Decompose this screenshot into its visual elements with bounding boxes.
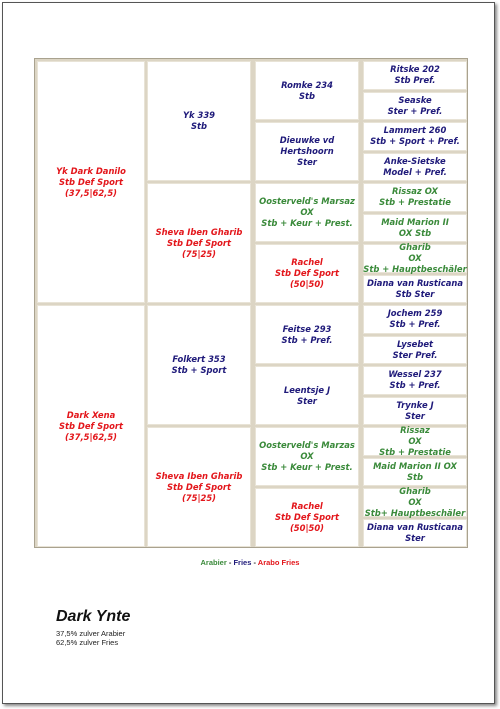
pedigree-cell-gen3 [255, 305, 359, 364]
horse-detail-text: Stb + Pref. [389, 380, 441, 391]
pedigree-cell-gen4 [363, 241, 467, 274]
pedigree-cell-gen4 [363, 275, 467, 304]
horse-detail-text: Stb Def Sport [274, 512, 340, 522]
horse-detail-text: OX [408, 252, 422, 263]
horse-name-text: Lysebet [396, 338, 434, 349]
horse-name-text: Seaske [398, 94, 432, 105]
horse-detail-text: (37,5|62,5) [64, 187, 118, 198]
horse-detail-text: Stb Def Sport [166, 481, 232, 492]
horse-detail-text: (75|25) [181, 492, 217, 503]
horse-detail-text: Stb + Sport [171, 365, 227, 375]
pedigree-cell-gen4 [363, 305, 467, 334]
horse-name: Dark Ynte [56, 608, 131, 625]
horse-detail-text: Ster [297, 157, 317, 167]
pedigree-cell-gen4 [363, 153, 467, 182]
horse-detail-text: Stb + Keur + Prest. [261, 462, 353, 472]
horse-detail-text: Stb + Pref. [281, 334, 333, 345]
legend-separator: - [251, 558, 258, 567]
pedigree-cell-gen3 [255, 366, 359, 425]
horse-name-text: Romke 234 [281, 79, 333, 90]
horse-detail-text: Stb Pref. [394, 75, 436, 86]
horse-detail-text: Ster [405, 410, 425, 421]
pedigree-cell-gen4 [363, 397, 467, 426]
horse-name-text: Maid Marion II OX [373, 460, 457, 471]
horse-name-text: Gharib [399, 485, 431, 496]
fries-percentage: 62,5% zulver Fries [56, 638, 119, 647]
horse-name-text: Oosterveld's Marsaz [259, 196, 355, 206]
horse-detail-text: Hertshoorn [280, 146, 334, 156]
horse-detail-text: OX Stb [398, 227, 432, 238]
horse-name-text: Folkert 353 [172, 354, 226, 364]
pedigree-cell-gen4 [363, 366, 467, 395]
pedigree-cell-gen2 [147, 183, 251, 303]
pedigree-cell-gen3 [255, 244, 359, 303]
horse-name-text: Diana van Rusticana [366, 277, 464, 288]
horse-detail-text: Ster Pref. [392, 349, 438, 360]
horse-name-text: Lammert 260 [383, 125, 447, 136]
horse-detail-text: Ster + Pref. [387, 105, 443, 116]
horse-name-text: Wessel 237 [388, 369, 442, 380]
horse-detail-text: Stb + Keur + Prest. [261, 218, 353, 228]
pedigree-cell-gen4 [363, 458, 467, 487]
horse-detail-text: (50|50) [289, 523, 325, 533]
pedigree-cell-gen3 [255, 183, 359, 242]
horse-detail-text: (37,5|62,5) [64, 431, 118, 442]
legend-fries: Fries [233, 558, 252, 567]
pedigree-cell-gen1 [37, 305, 145, 547]
horse-detail-text: Stb + Hauptbeschäler [363, 263, 467, 274]
pedigree-cell-gen1 [37, 61, 145, 303]
horse-detail-text: Stb [190, 121, 208, 131]
pedigree-cell-gen4 [363, 61, 467, 90]
horse-name-text: Rachel [291, 501, 323, 511]
horse-name-text: Dieuwke vd [279, 135, 335, 145]
pedigree-cell-gen4 [363, 183, 467, 212]
pedigree-table [34, 58, 468, 548]
horse-detail-text: OX [300, 207, 314, 217]
horse-name-text: Rissaz OX [391, 186, 438, 197]
horse-detail-text: Stb + Prestatie [379, 446, 451, 457]
horse-name-text: Trynke J [396, 399, 434, 410]
pedigree-cell-gen4 [363, 424, 467, 457]
horse-name-text: Diana van Rusticana [366, 521, 464, 532]
horse-detail-text: Stb+ Hauptbeschäler [364, 507, 466, 518]
pedigree-cell-gen3 [255, 122, 359, 181]
horse-detail-text: (50|50) [289, 279, 325, 289]
pedigree-cell-gen4 [363, 485, 467, 518]
horse-detail-text: Stb Def Sport [58, 176, 124, 187]
pedigree-cell-gen4 [363, 122, 467, 151]
horse-name-text: Feitse 293 [282, 323, 332, 334]
horse-detail-text: Stb + Sport + Pref. [370, 136, 460, 147]
horse-detail-text: Stb Def Sport [274, 268, 340, 278]
horse-name-text: Leentsje J [283, 384, 331, 395]
horse-detail-text: OX [408, 496, 422, 507]
horse-detail-text: Stb + Pref. [389, 319, 441, 330]
horse-detail-text: Stb Def Sport [166, 237, 232, 248]
pedigree-cell-gen3 [255, 427, 359, 486]
horse-name-text: Sheva Iben Gharib [155, 226, 243, 237]
horse-name-text: Yk 339 [182, 110, 216, 120]
legend-arabo-fries: Arabo Fries [257, 558, 300, 567]
horse-detail-text: Ster [297, 395, 317, 406]
horse-name-text: Anke-Sietske [384, 155, 446, 166]
horse-name-text: Sheva Iben Gharib [155, 470, 243, 481]
horse-name-text: Maid Marion II [381, 216, 449, 227]
horse-detail-text: OX [408, 435, 422, 446]
horse-detail-text: Stb Def Sport [58, 420, 124, 431]
horse-name-text: Dark Xena [66, 409, 116, 420]
horse-detail-text: (75|25) [181, 248, 217, 259]
arabier-percentage: 37,5% zulver Arabier [56, 629, 126, 638]
horse-detail-text: Stb [406, 471, 424, 482]
horse-detail-text: Ster [405, 532, 425, 543]
pedigree-cell-gen3 [255, 488, 359, 547]
horse-name-text: Rachel [291, 257, 323, 267]
pedigree-cell-gen2 [147, 61, 251, 181]
horse-detail-text: Model + Pref. [383, 166, 447, 177]
horse-detail-text: Stb Ster [395, 288, 435, 299]
pedigree-cell-gen4 [363, 519, 467, 548]
pedigree-cell-gen2 [147, 305, 251, 425]
legend-arabier: Arabier [200, 558, 227, 567]
horse-name-text: Jochem 259 [387, 308, 443, 319]
horse-detail-text: Stb [298, 90, 316, 101]
pedigree-cell-gen4 [363, 92, 467, 121]
pedigree-cell-gen3 [255, 61, 359, 120]
pedigree-cell-gen4 [363, 336, 467, 365]
horse-name-text: Yk Dark Danilo [56, 165, 126, 176]
horse-name-text: Gharib [399, 241, 431, 252]
breed-legend [0, 558, 500, 567]
horse-detail-text: Stb + Prestatie [379, 197, 451, 208]
pedigree-cell-gen2 [147, 427, 251, 547]
horse-detail-text: OX [300, 451, 314, 461]
horse-name-text: Rissaz [400, 424, 430, 435]
pedigree-cell-gen4 [363, 214, 467, 243]
horse-name-text: Oosterveld's Marzas [259, 440, 355, 450]
legend-separator: - [226, 558, 234, 567]
horse-name-text: Ritske 202 [390, 64, 440, 75]
